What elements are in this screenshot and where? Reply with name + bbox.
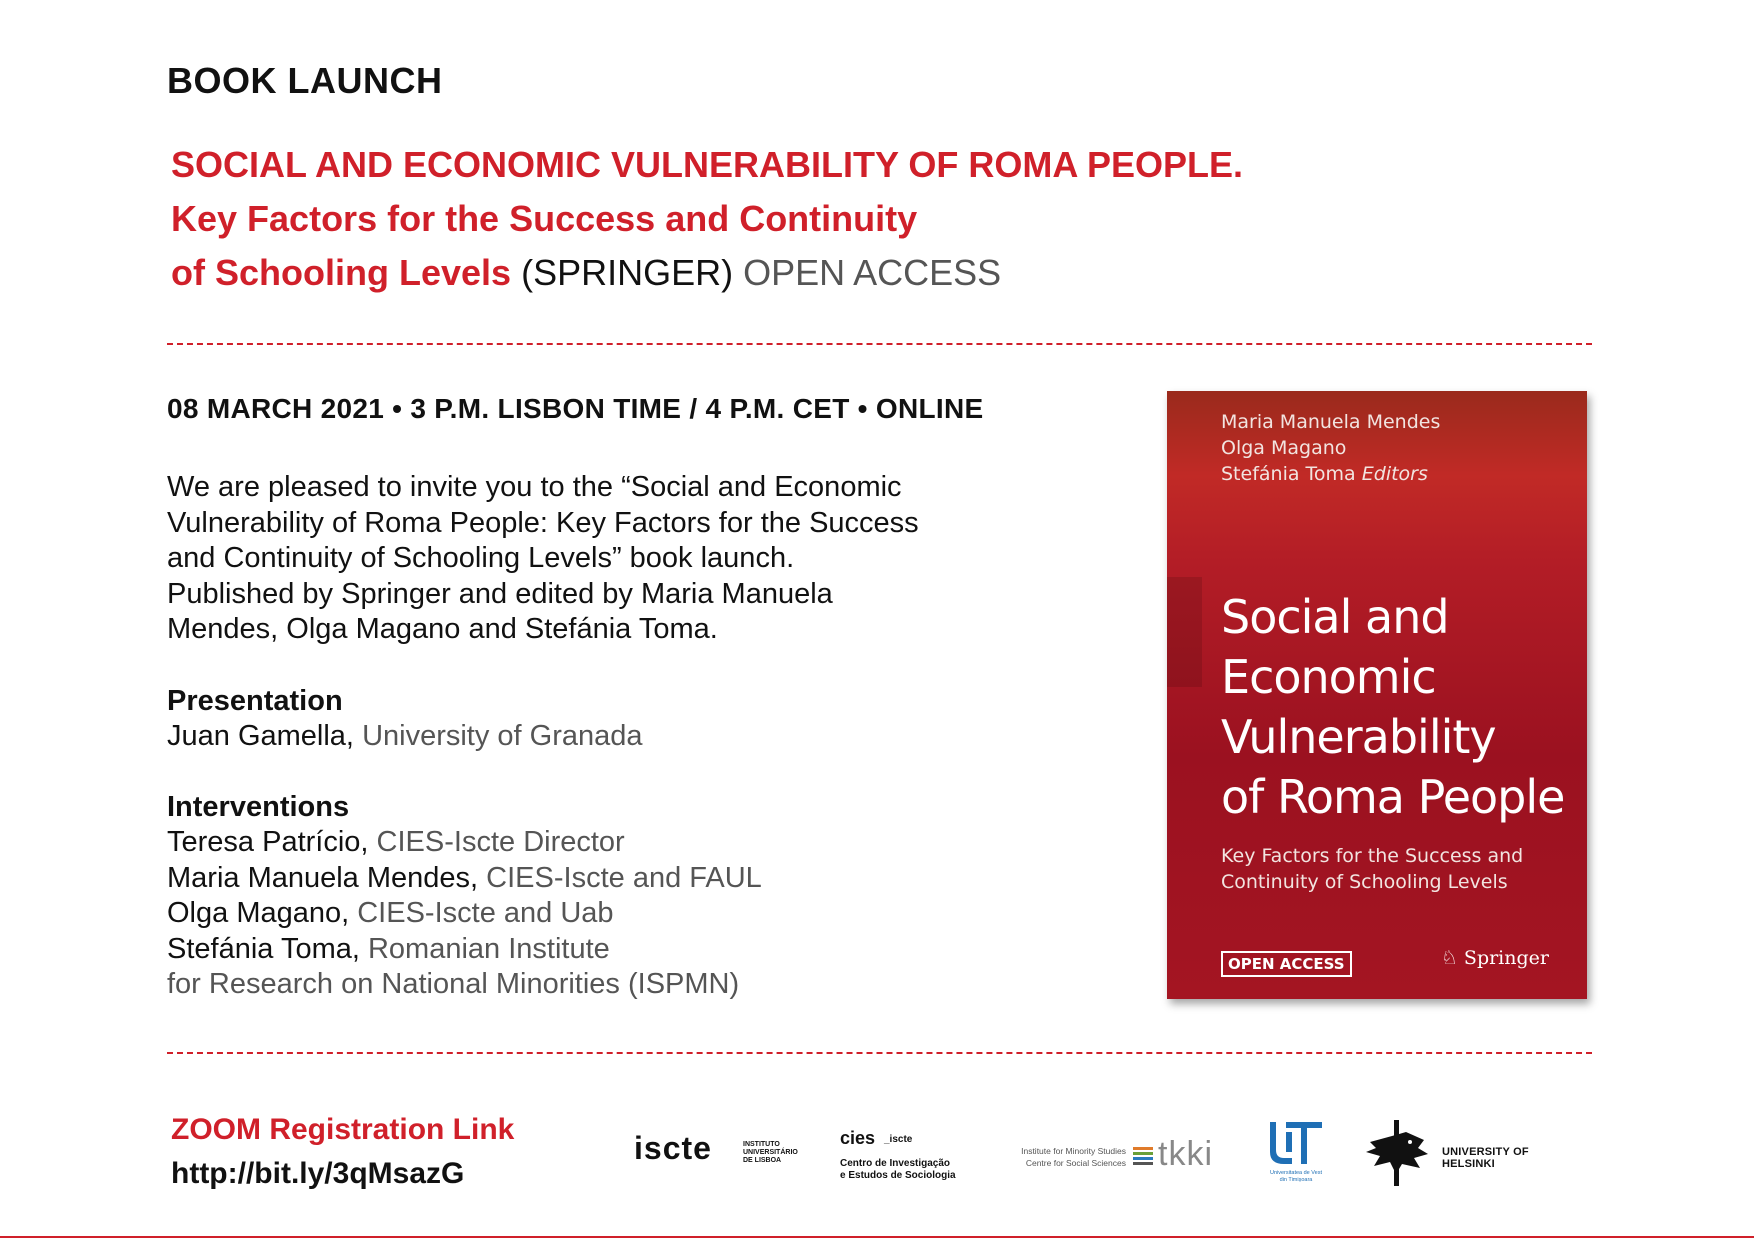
cover-band [1167,577,1202,687]
helsinki-logo [1362,1118,1582,1188]
event-kicker: BOOK LAUNCH [167,60,443,101]
springer-wordmark: Springer [1463,947,1549,969]
publisher-label: (SPRINGER) [521,252,734,293]
iscte-subtitle-line: INSTITUTO [743,1141,780,1148]
bottom-rule [0,1236,1754,1238]
cover-editors-label: Editors [1361,463,1428,485]
cover-title-line: Social and [1221,590,1449,644]
cies-subtitle [840,1158,956,1182]
uvt-subtitle-line: Universitatea de Vest [1270,1170,1322,1176]
cover-title-line: Vulnerability [1221,710,1496,764]
access-label: OPEN ACCESS [743,252,1002,293]
tkki-logo [1006,1135,1228,1177]
intervention-row [167,896,1047,932]
speaker-affiliation: for Research on National Minorities (ISPMN) [167,968,740,1000]
springer-horse-icon: ♘ [1440,947,1458,969]
helsinki-wordmark: UNIVERSITY OF HELSINKI [1442,1146,1529,1170]
event-dateline: 08 MARCH 2021 • 3 P.M. LISBON TIME / 4 P.M. CET • ONLINE [167,393,984,424]
intro-line: Vulnerability of Roma People: Key Factors for the Success [167,506,919,539]
stripes-icon [1133,1147,1153,1167]
uvt-subtitle [1260,1170,1332,1184]
book-cover-image [1167,391,1587,999]
bottom-divider [167,1052,1592,1054]
tkki-wordmark: tkki [1158,1135,1213,1173]
intro-line: We are pleased to invite you to the “Social and Economic [167,471,902,503]
intro-line: Mendes, Olga Magano and Stefánia Toma. [167,613,718,645]
speaker-name: Olga Magano, [167,897,350,929]
uvt-logo [1260,1118,1332,1188]
cover-editor: Stefánia Toma [1221,463,1356,485]
title-line-2: Key Factors for the Success and Continuity [171,198,918,239]
speaker-name: Teresa Patrício, [167,826,369,858]
speaker-name: Juan Gamella, [167,719,354,752]
cies-tag: _iscte [884,1134,913,1145]
top-divider [167,343,1592,345]
speaker-affiliation: Romanian Institute [367,932,610,965]
iscte-subtitle-line: DE LISBOA [743,1157,782,1164]
iscte-subtitle-line: UNIVERSITÁRIO [743,1149,798,1156]
cover-title-line: of Roma People [1221,770,1565,824]
zoom-registration-label: ZOOM Registration Link [171,1113,515,1146]
speaker-name: Maria Manuela Mendes, [167,861,479,894]
cies-subtitle-line: e Estudos de Sociologia [840,1170,956,1181]
event-details [167,470,1047,1003]
cover-editor: Maria Manuela Mendes [1221,411,1441,433]
uvt-subtitle-line: din Timișoara [1279,1177,1313,1183]
intro-line: and Continuity of Schooling Levels” book launch. [167,542,795,574]
title-line-3 [171,246,1243,300]
cover-title [1221,587,1564,827]
intervention-row [167,932,1047,968]
cover-editor: Olga Magano [1221,437,1347,459]
tkki-caption [1006,1145,1126,1169]
cies-wordmark: cies [840,1128,876,1148]
title-line-3-text: of Schooling Levels [171,252,512,293]
iscte-subtitle [743,1141,798,1165]
speaker-affiliation: CIES-Iscte and Uab [357,897,614,929]
iscte-wordmark: iscte [634,1130,712,1166]
zoom-registration-link[interactable]: http://bit.ly/3qMsazG [171,1157,465,1190]
speaker-affiliation: University of Granada [362,719,643,752]
intro-line: Published by Springer and edited by Maria Manuela [167,577,833,610]
speaker-affiliation: CIES-Iscte Director [376,826,625,858]
speaker-affiliation: CIES-Iscte and FAUL [486,861,762,894]
book-title [171,138,1243,300]
title-line-1: SOCIAL AND ECONOMIC VULNERABILITY OF ROMA PEOPLE. [171,144,1244,185]
cover-subtitle [1221,843,1523,895]
uvt-emblem-icon [1264,1118,1328,1168]
cover-subtitle-line: Key Factors for the Success and [1221,845,1524,867]
open-access-badge: OPEN ACCESS [1221,951,1352,977]
springer-logo [1441,947,1549,969]
speaker-name: Stefánia Toma, [167,932,360,965]
intervention-row [167,861,1047,897]
iscte-logo [634,1130,796,1170]
cies-logo [840,1128,970,1184]
presentation-heading: Presentation [167,684,343,717]
presentation-speaker [167,719,1047,755]
cies-subtitle-line: Centro de Investigação [840,1158,951,1169]
cover-editor-line [1221,461,1440,487]
cover-subtitle-line: Continuity of Schooling Levels [1221,871,1508,893]
helsinki-emblem-icon [1362,1118,1432,1188]
intervention-row [167,825,1047,861]
tkki-caption-line: Institute for Minority Studies [1021,1146,1126,1156]
cover-title-line: Economic [1221,650,1436,704]
intervention-row-continuation [167,967,1047,1003]
tkki-caption-line: Centre for Social Sciences [1025,1158,1126,1168]
interventions-heading: Interventions [167,791,350,823]
cover-editors [1221,409,1440,487]
